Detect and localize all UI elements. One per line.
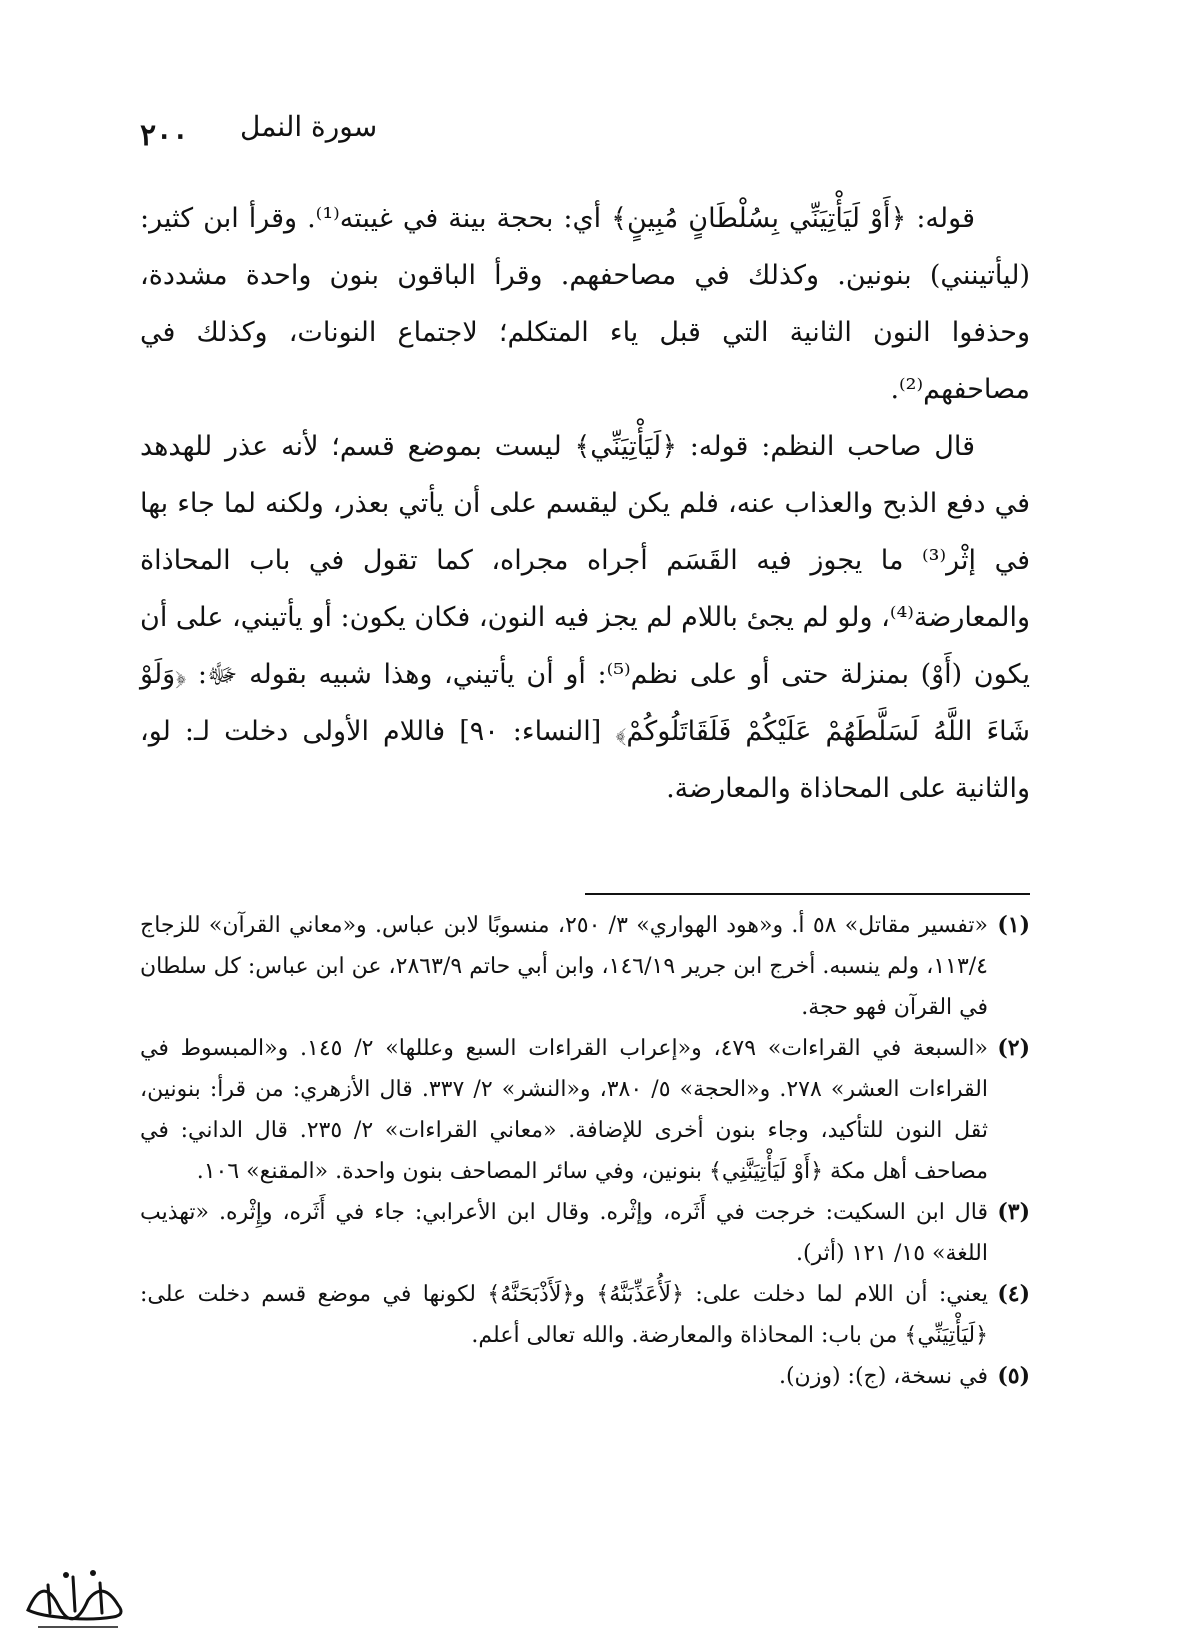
footnote-number: (٤)	[997, 1281, 1030, 1307]
footnote-text: «تفسير مقاتل» ٥٨ أ. و«هود الهواري» ٣/ ٢٥٠، منسوبًا لابن عباس. و«معاني القرآن» للزجاج ١١٣/٤، ولم ينسبه. أخرج ابن جرير ١٤٦/١٩، وابن أبي حاتم ٢٨٦٣/٩، عن ابن عباس: كل سلطان في القرآن فهو حجة.	[140, 913, 989, 1020]
footnote	[140, 1028, 1030, 1192]
footnote-number: (٣)	[997, 1199, 1030, 1225]
footnote-divider	[585, 893, 1030, 895]
calligraphy-logo	[18, 1555, 138, 1635]
paragraph: قوله: ﴿أَوْ لَيَأْتِيَنِّي بِسُلْطَانٍ مُبِينٍ﴾ أي: بحجة بينة في غيبته⁽¹⁾. وقرأ ابن كثير: (ليأتينني) بنونين. وكذلك في مصاحفهم. وقرأ الباقون بنون واحدة مشددة، وحذفوا النون الثانية التي قبل ياء المتكلم؛ لاجتماع النونات، وكذلك في مصاحفهم⁽²⁾.	[140, 203, 1030, 405]
footnotes	[140, 905, 1030, 1397]
footnote-number: (٥)	[997, 1363, 1030, 1389]
footnote-text: قال ابن السكيت: خرجت في أَثَره، وإثْره. وقال ابن الأعرابي: جاء في أَثَره، وإِثْره. «تهذيب اللغة» ١٥/ ١٢١ (أثر).	[140, 1200, 988, 1266]
paragraph: قال صاحب النظم: قوله: ﴿لَيَأْتِيَنِّي﴾ ليست بموضع قسم؛ لأنه عذر للهدهد في دفع الذبح والعذاب عنه، فلم يكن ليقسم على أن يأتي بعذر، ولكنه لما جاء بها في إثْر⁽³⁾ ما يجوز فيه القَسَم أجراه مجراه، كما تقول في باب المحاذاة والمعارضة⁽⁴⁾، ولو لم يجئ باللام لم يجز فيه النون، فكان يكون: أو يأتيني، على أن يكون (أَوْ) بمنزلة حتى أو على نظم⁽⁵⁾: أو أن يأتيني، وهذا شبيه بقوله ﷻ: ﴿وَلَوْ شَاءَ اللَّهُ لَسَلَّطَهُمْ عَلَيْكُمْ فَلَقَاتَلُوكُمْ﴾ [النساء: ٩٠] فاللام الأولى دخلت لـ: لو، والثانية على المحاذاة والمعارضة.	[140, 431, 1030, 804]
footnote	[140, 1274, 1030, 1356]
surah-title: سورة النمل	[240, 110, 378, 143]
main-text	[140, 190, 1030, 817]
footnote	[140, 1356, 1030, 1397]
footnote-text: يعني: أن اللام لما دخلت على: ﴿لَأُعَذِّبَنَّهُ﴾ و﴿لَأَذْبَحَنَّهُ﴾ لكونها في موضع قسم دخلت على: ﴿لَيَأْتِيَنِّي﴾ من باب: المحاذاة والمعارضة. والله تعالى أعلم.	[140, 1282, 988, 1348]
running-header	[140, 110, 1030, 160]
page-number: ٢٠٠	[140, 118, 189, 153]
footnote	[140, 905, 1030, 1028]
footnote-text: «السبعة في القراءات» ٤٧٩، و«إعراب القراءات السبع وعللها» ٢/ ١٤٥. و«المبسوط في القراءات العشر» ٢٧٨. و«الحجة» ٥/ ٣٨٠، و«النشر» ٢/ ٣٣٧. قال الأزهري: من قرأ: بنونين، ثقل النون للتأكيد، وجاء بنون أخرى للإضافة. «معاني القراءات» ٢/ ٢٣٥. قال الداني: في مصاحف أهل مكة ﴿أَوْ لَيَأْتِيَنَّنِي﴾ بنونين، وفي سائر المصاحف بنون واحدة. «المقنع» ١٠٦.	[140, 1036, 989, 1184]
footnote-number: (٢)	[997, 1035, 1030, 1061]
footnote-text: في نسخة، (ج): (وزن).	[778, 1364, 988, 1389]
footnote	[140, 1192, 1030, 1274]
footnote-number: (١)	[997, 912, 1030, 938]
